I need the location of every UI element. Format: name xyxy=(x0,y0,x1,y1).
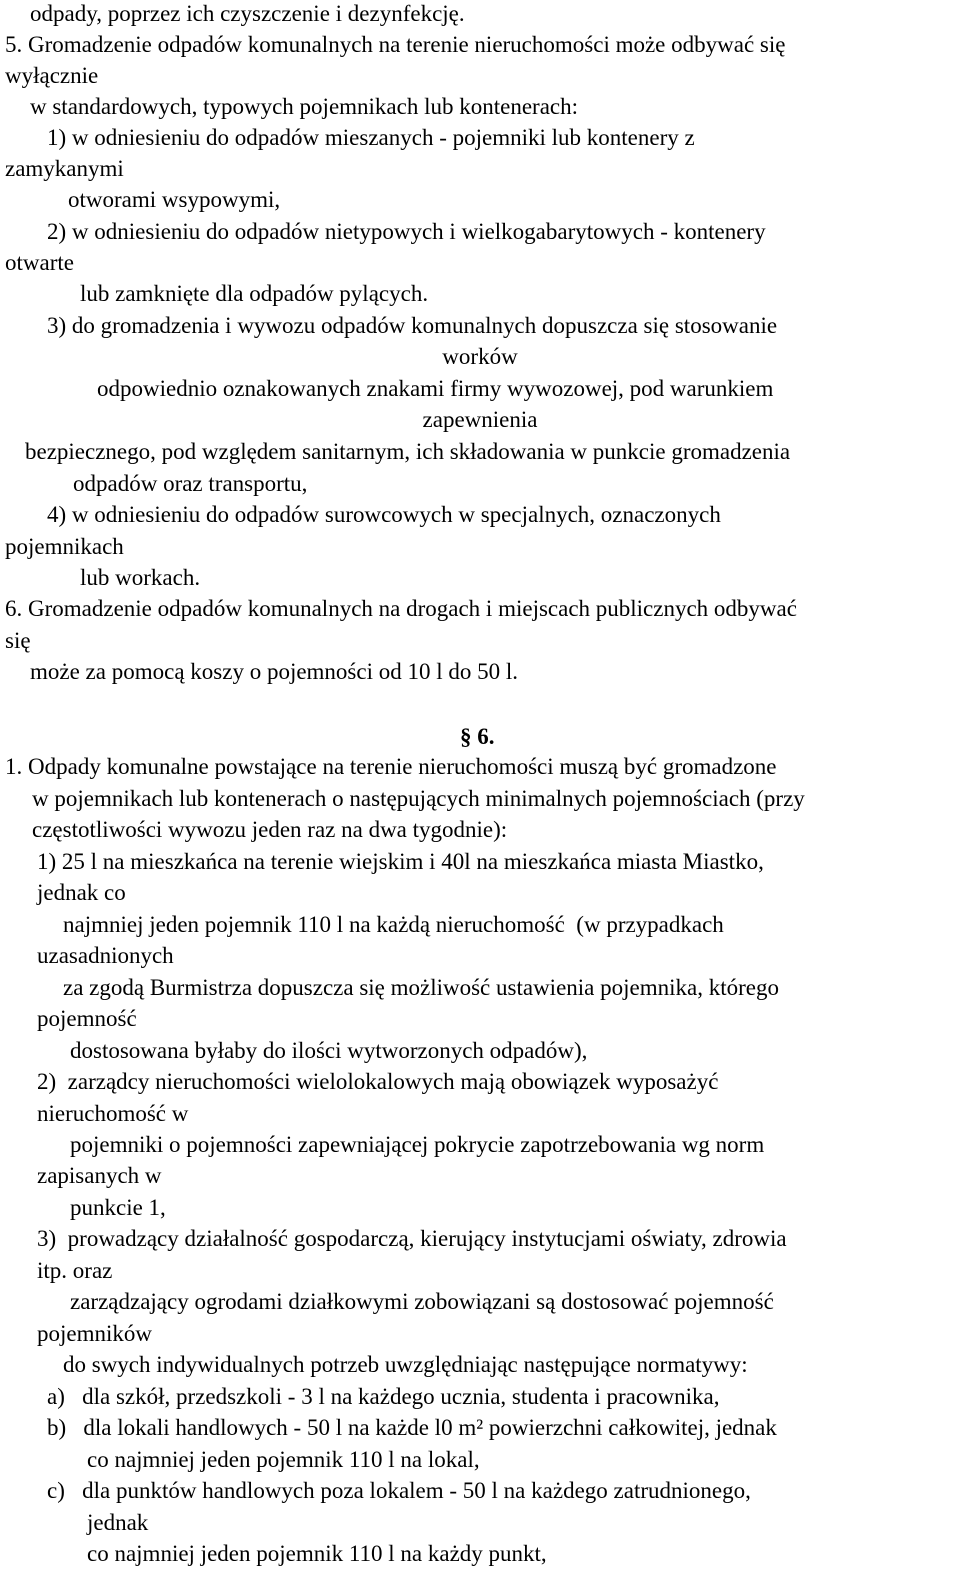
text-line: jednak co xyxy=(37,880,126,905)
text-line: zarządzający ogrodami działkowymi zobowiązani są dostosować pojemność xyxy=(70,1289,774,1314)
text-line: itp. oraz xyxy=(37,1258,113,1283)
text-line: pojemniki o pojemności zapewniającej pokrycie zapotrzebowania wg norm xyxy=(70,1132,765,1157)
text-line: c) dla punktów handlowych poza lokalem - 50 l na każdego zatrudnionego, xyxy=(47,1478,751,1503)
text-line: a) dla szkół, przedszkoli - 3 l na każdego ucznia, studenta i pracownika, xyxy=(47,1384,720,1409)
text-line: nieruchomość w xyxy=(37,1101,189,1126)
text-line: uzasadnionych xyxy=(37,943,174,968)
text-line: 2) w odniesieniu do odpadów nietypowych i wielkogabarytowych - kontenery xyxy=(47,219,766,244)
text-line: w standardowych, typowych pojemnikach lub kontenerach: xyxy=(30,94,579,119)
text-line: pojemnikach xyxy=(5,534,124,559)
text-line: odpady, poprzez ich czyszczenie i dezynfekcję. xyxy=(30,1,465,26)
text-line: odpowiednio oznakowanych znakami firmy wywozowej, pod warunkiem xyxy=(97,376,774,401)
text-line: zapewnienia xyxy=(422,407,538,432)
text-line: do swych indywidualnych potrzeb uwzględniając następujące normatywy: xyxy=(63,1352,748,1377)
text-line: 3) do gromadzenia i wywozu odpadów komunalnych dopuszcza się stosowanie xyxy=(47,313,778,338)
text-line: worków xyxy=(442,344,518,369)
text-line: 2) zarządcy nieruchomości wielolokalowych mają obowiązek wyposażyć xyxy=(37,1069,719,1094)
text-line: 4) w odniesieniu do odpadów surowcowych w specjalnych, oznaczonych xyxy=(47,502,721,527)
text-line: najmniej jeden pojemnik 110 l na każdą nieruchomość (w przypadkach xyxy=(63,912,724,937)
text-line: odpadów oraz transportu, xyxy=(73,471,308,496)
text-line: wyłącznie xyxy=(5,63,99,88)
text-line: zamykanymi xyxy=(5,156,124,181)
text-line: się xyxy=(5,628,31,653)
text-line: jednak xyxy=(87,1510,149,1535)
text-line: 1) w odniesieniu do odpadów mieszanych - pojemniki lub kontenery z xyxy=(47,125,695,150)
text-line: częstotliwości wywozu jeden raz na dwa tygodnie): xyxy=(32,817,508,842)
text-line: pojemników xyxy=(37,1321,152,1346)
text-line: co najmniej jeden pojemnik 110 l na każdy punkt, xyxy=(87,1541,547,1566)
text-line: może za pomocą koszy o pojemności od 10 l do 50 l. xyxy=(30,659,519,684)
text-line: b) dla lokali handlowych - 50 l na każde l0 m² powierzchni całkowitej, jednak xyxy=(47,1415,777,1440)
text-line: punkcie 1, xyxy=(70,1195,166,1220)
text-line: bezpiecznego, pod względem sanitarnym, ich składowania w punkcie gromadzenia xyxy=(25,439,791,464)
text-line: otwarte xyxy=(5,250,74,275)
text-line: w pojemnikach lub kontenerach o następujących minimalnych pojemnościach (przy xyxy=(32,786,805,811)
text-line: lub zamknięte dla odpadów pylących. xyxy=(80,281,429,306)
text-line: 6. Gromadzenie odpadów komunalnych na drogach i miejscach publicznych odbywać xyxy=(5,596,797,621)
text-line: 1. Odpady komunalne powstające na terenie nieruchomości muszą być gromadzone xyxy=(5,754,777,779)
text-line: co najmniej jeden pojemnik 110 l na lokal, xyxy=(87,1447,480,1472)
text-line: pojemność xyxy=(37,1006,137,1031)
text-line: 3) prowadzący działalność gospodarczą, kierujący instytucjami oświaty, zdrowia xyxy=(37,1226,787,1251)
text-line: 5. Gromadzenie odpadów komunalnych na terenie nieruchomości może odbywać się xyxy=(5,32,786,57)
text-line: otworami wsypowymi, xyxy=(68,187,281,212)
text-line: zapisanych w xyxy=(37,1163,162,1188)
text-line: 1) 25 l na mieszkańca na terenie wiejskim i 40l na mieszkańca miasta Miastko, xyxy=(37,849,764,874)
text-line: lub workach. xyxy=(80,565,201,590)
text-line: dostosowana byłaby do ilości wytworzonych odpadów), xyxy=(70,1038,588,1063)
text-line: za zgodą Burmistrza dopuszcza się możliwość ustawienia pojemnika, którego xyxy=(63,975,779,1000)
section-heading: § 6. xyxy=(460,724,495,749)
